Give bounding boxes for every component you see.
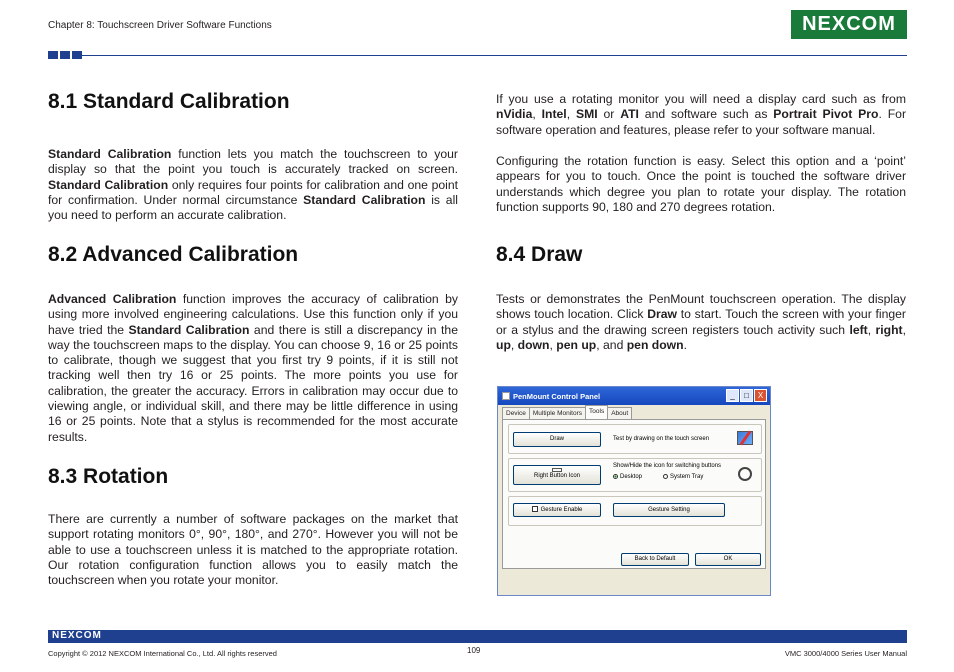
draw-button[interactable]: Draw: [513, 432, 601, 447]
show-hide-description: Show/Hide the icon for switching buttons: [613, 463, 722, 469]
section-title-standard-calibration: 8.1 Standard Calibration: [48, 90, 290, 113]
header-divider: [74, 55, 907, 56]
tab-device[interactable]: Device: [502, 407, 530, 421]
logo-text: NEXCOM: [802, 13, 896, 35]
right-button-icon-label: Right Button Icon: [533, 473, 581, 479]
minimize-button[interactable]: _: [726, 389, 739, 402]
tab-about[interactable]: About: [607, 407, 632, 421]
ok-button[interactable]: OK: [695, 553, 761, 566]
footer-logo: NEXCOM: [52, 630, 102, 641]
draw-group: [508, 424, 762, 454]
manual-title: VMC 3000/4000 Series User Manual: [784, 649, 907, 658]
radio-desktop[interactable]: Desktop: [613, 474, 642, 480]
app-icon: [502, 392, 510, 400]
back-to-default-button[interactable]: Back to Default: [621, 553, 689, 566]
standard-calibration-paragraph: Standard Calibration function lets you match the touchscreen to your display so that the point you touch is accurately tracked on screen. Standard Calibration only requires four points for calibration and one point for confirmation. Under normal circumstance Standard Calibration is all you need to perform an accurate calibration.: [48, 147, 459, 223]
nexcom-logo: [791, 10, 907, 39]
rotate-icon: [738, 467, 752, 481]
draw-paragraph: Tests or demonstrates the PenMount touchscreen operation. The display shows touch location. Click Draw to start. Touch the screen with your finger or a stylus and the drawing screen registers touch activity such left, right, up, down, pen up, and pen down.: [496, 292, 906, 352]
maximize-button[interactable]: □: [740, 389, 753, 402]
advanced-calibration-paragraph: Advanced Calibration function improves the accuracy of calibration by using more involved engineering calculations. Use this function only if you have tried the Standard Calibration and there is still a discrepancy in the way the touchscreen maps to the display. You can choose 9, 16 or 25 points to calibrate, though we suggest that you first try 9 points, if it is still not tracking well then try 16 or 25 points. The more points you use for calibration, the greater the accuracy. Errors in calibration may occur due to viewing angle, or individual skill, and there may be little difference in using 16 or 25 points. Note that a stylus is recommended for the most accurate results.: [48, 292, 458, 444]
button-glyph: [552, 468, 562, 472]
radio-desktop-dot: [613, 474, 618, 479]
section-title-advanced-calibration: 8.2 Advanced Calibration: [48, 243, 299, 266]
dialog-titlebar: [498, 387, 770, 405]
radio-tray-dot: [663, 474, 668, 479]
tab-multiple-monitors[interactable]: Multiple Monitors: [529, 407, 586, 421]
gesture-checkbox-box: [532, 506, 538, 512]
chapter-heading: Chapter 8: Touchscreen Driver Software Functions: [48, 20, 272, 31]
radio-system-tray[interactable]: System Tray: [663, 474, 703, 480]
section-title-draw: 8.4 Draw: [496, 243, 583, 266]
gesture-setting-button[interactable]: Gesture Setting: [613, 503, 725, 517]
rotation-paragraph-2: If you use a rotating monitor you will need a display card such as from nVidia, Intel, SMI or ATI and software such as Portrait Pivot Pro. For software operation and features, please refer to your software manual.: [496, 92, 907, 137]
tab-tools[interactable]: Tools: [585, 405, 608, 419]
rotation-paragraph-1: There are currently a number of software packages on the market that support rotating monitors 0°, 90°, 180°, and 270°. However you will not be able to use a touchscreen unless it is matched to the appropriate rotation. Our rotation configuration function allows you to easily match the touchscreen when you rotate your monitor.: [48, 512, 458, 588]
section-title-rotation: 8.3 Rotation: [48, 465, 169, 488]
right-button-icon-button[interactable]: [513, 465, 601, 485]
penmount-control-panel-dialog: [497, 386, 771, 596]
gesture-group: [508, 496, 762, 526]
tools-panel: [502, 419, 766, 569]
rotation-paragraph-3: Configuring the rotation function is easy. Select this option and a ‘point’ appears for you to touch. Once the point is touched the software driver understands which degree you plan to rotate your display. The rotation function supports 90, 180 and 270 degrees rotation.: [496, 154, 906, 214]
footer-bar: [48, 630, 907, 643]
copyright-text: Copyright © 2012 NEXCOM International Co., Ltd. All rights reserved: [48, 649, 277, 658]
page-number: 109: [467, 646, 481, 655]
draw-description: Test by drawing on the touch screen: [613, 436, 710, 442]
close-button[interactable]: X: [754, 389, 767, 402]
gesture-enable-checkbox[interactable]: Gesture Enable: [513, 503, 601, 517]
draw-pencil-icon: [737, 431, 753, 445]
dialog-title: PenMount Control Panel: [513, 391, 601, 401]
right-button-group: [508, 458, 762, 492]
